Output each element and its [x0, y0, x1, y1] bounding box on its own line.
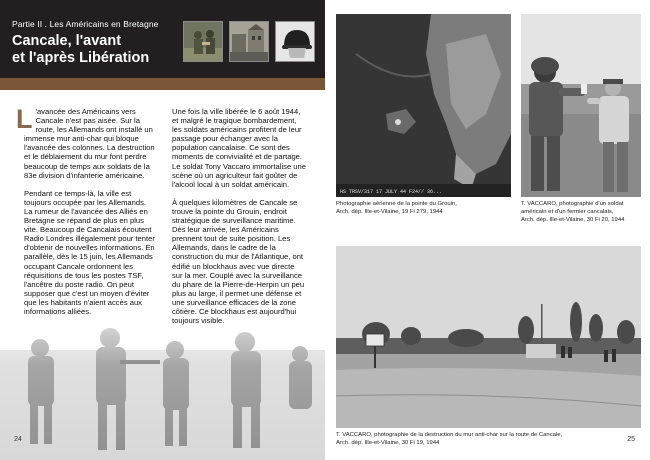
soldiers-photo-thumbnail	[183, 21, 223, 62]
road-caption-line2: Arch. dép. Ille-et-Vilaine, 30 Fi 19, 1944	[336, 440, 440, 446]
drop-cap: L	[16, 104, 33, 134]
chapter-kicker: Partie II . Les Américains en Bretagne	[12, 19, 159, 29]
town-photo-thumbnail	[229, 21, 269, 62]
soldier-caption-line2: américain et d'un fermier cancalais,	[521, 209, 614, 215]
text-column-2	[172, 107, 306, 334]
right-page	[325, 0, 650, 460]
column1-paragraph2: Pendant ce temps-là, la ville est toujours occupée par les Allemands. La rumeur de l'avancée des Alliés en Bretagne se répand de plus en plus vite. Beaucoup de Cancalais écoutent Radio Londres illégalement pour tenter d'obtenir de nouvelles informations. En parallèle, dès le 15 juin, les Allemands occupant Cancale ordonnent les réquisitions de tous les postes TSF, l'ancêtre du poste radio. On peut supposer que c'est un moyen d'éviter que les habitants n'aient accès aux informations alliées.	[24, 188, 155, 316]
chapter-title-line1: Cancale, l'avant	[12, 33, 122, 49]
column2-paragraph2: À quelques kilomètres de Cancale se trouve la pointe du Grouin, endroit stratégique de surveillance maritime. Dès leur arrivée, les Américains prennent tout de suite position. Les Allemands, dans le cadre de la construction du mur de l'Atlantique, ont édifié un blockhaus avec vue directe sur la mer. Couplé avec la surveillance du phare de la Pierre-de-Herpin un peu plus au large, il permet une défense et une surveillance efficaces de la zone côtière. Ce blockhaus est aujourd'hui toujours visible.	[172, 197, 305, 326]
chapter-header	[0, 0, 325, 78]
column2-paragraph1: Une fois la ville libérée le 6 août 1944, et malgré le tragique bombardement, les soldats américains profitent de leur passage pour échanger avec la population cancalaise. Ce sont des moments de convivialité et de partage. Le soldat Tony Vaccaro immortalise une scène où un agriculteur fait goûter de l'alcool local à un soldat américain.	[172, 107, 306, 189]
chapter-title-line2: et l'après Libération	[12, 50, 150, 66]
soldier-caption-line3: Arch. dép. Ille-et-Vilaine, 30 Fi 20, 1944	[521, 217, 625, 223]
column1-paragraph1-text: 'avancée des Américains vers Cancale n'est pas aisée. Sur la route, les Allemands ont installé un immense mur anti-char qui bloque l'avancée des colonnes. La destruction et le déblaiement du mur font perdre beaucoup de temps aux soldats de la 83e division d'infanterie américaine.	[24, 107, 155, 180]
road-wall-photo	[336, 246, 641, 428]
text-column-1	[16, 104, 156, 325]
soldier-farmer-photo	[521, 14, 641, 197]
page-number-left: 24	[14, 436, 22, 443]
soldier-caption-line1: T. VACCARO, photographie d'un soldat	[521, 201, 624, 207]
brown-band	[0, 78, 325, 90]
aerial-caption-line1: Photographie aérienne de la pointe du Grouin,	[336, 201, 457, 207]
chapter-title	[12, 33, 149, 67]
soldier-farmer-caption	[521, 200, 646, 224]
aerial-photo	[336, 14, 511, 197]
aerial-caption-line2: Arch. dép. Ille-et-Vilaine, 19 Fi 279, 1944	[336, 209, 443, 215]
road-caption-line1: T. VACCARO, photographie de la destruction du mur anti-char sur la route de Cancale,	[336, 432, 563, 438]
road-wall-caption	[336, 431, 641, 447]
column1-paragraph1	[16, 104, 156, 180]
helmet-photo-thumbnail	[275, 21, 315, 62]
page-number-right: 25	[627, 436, 635, 443]
aerial-photo-overlay-text: HS TRSV/317 17 JULY 44 F24// 36...	[340, 189, 443, 195]
aerial-photo-caption	[336, 200, 516, 216]
